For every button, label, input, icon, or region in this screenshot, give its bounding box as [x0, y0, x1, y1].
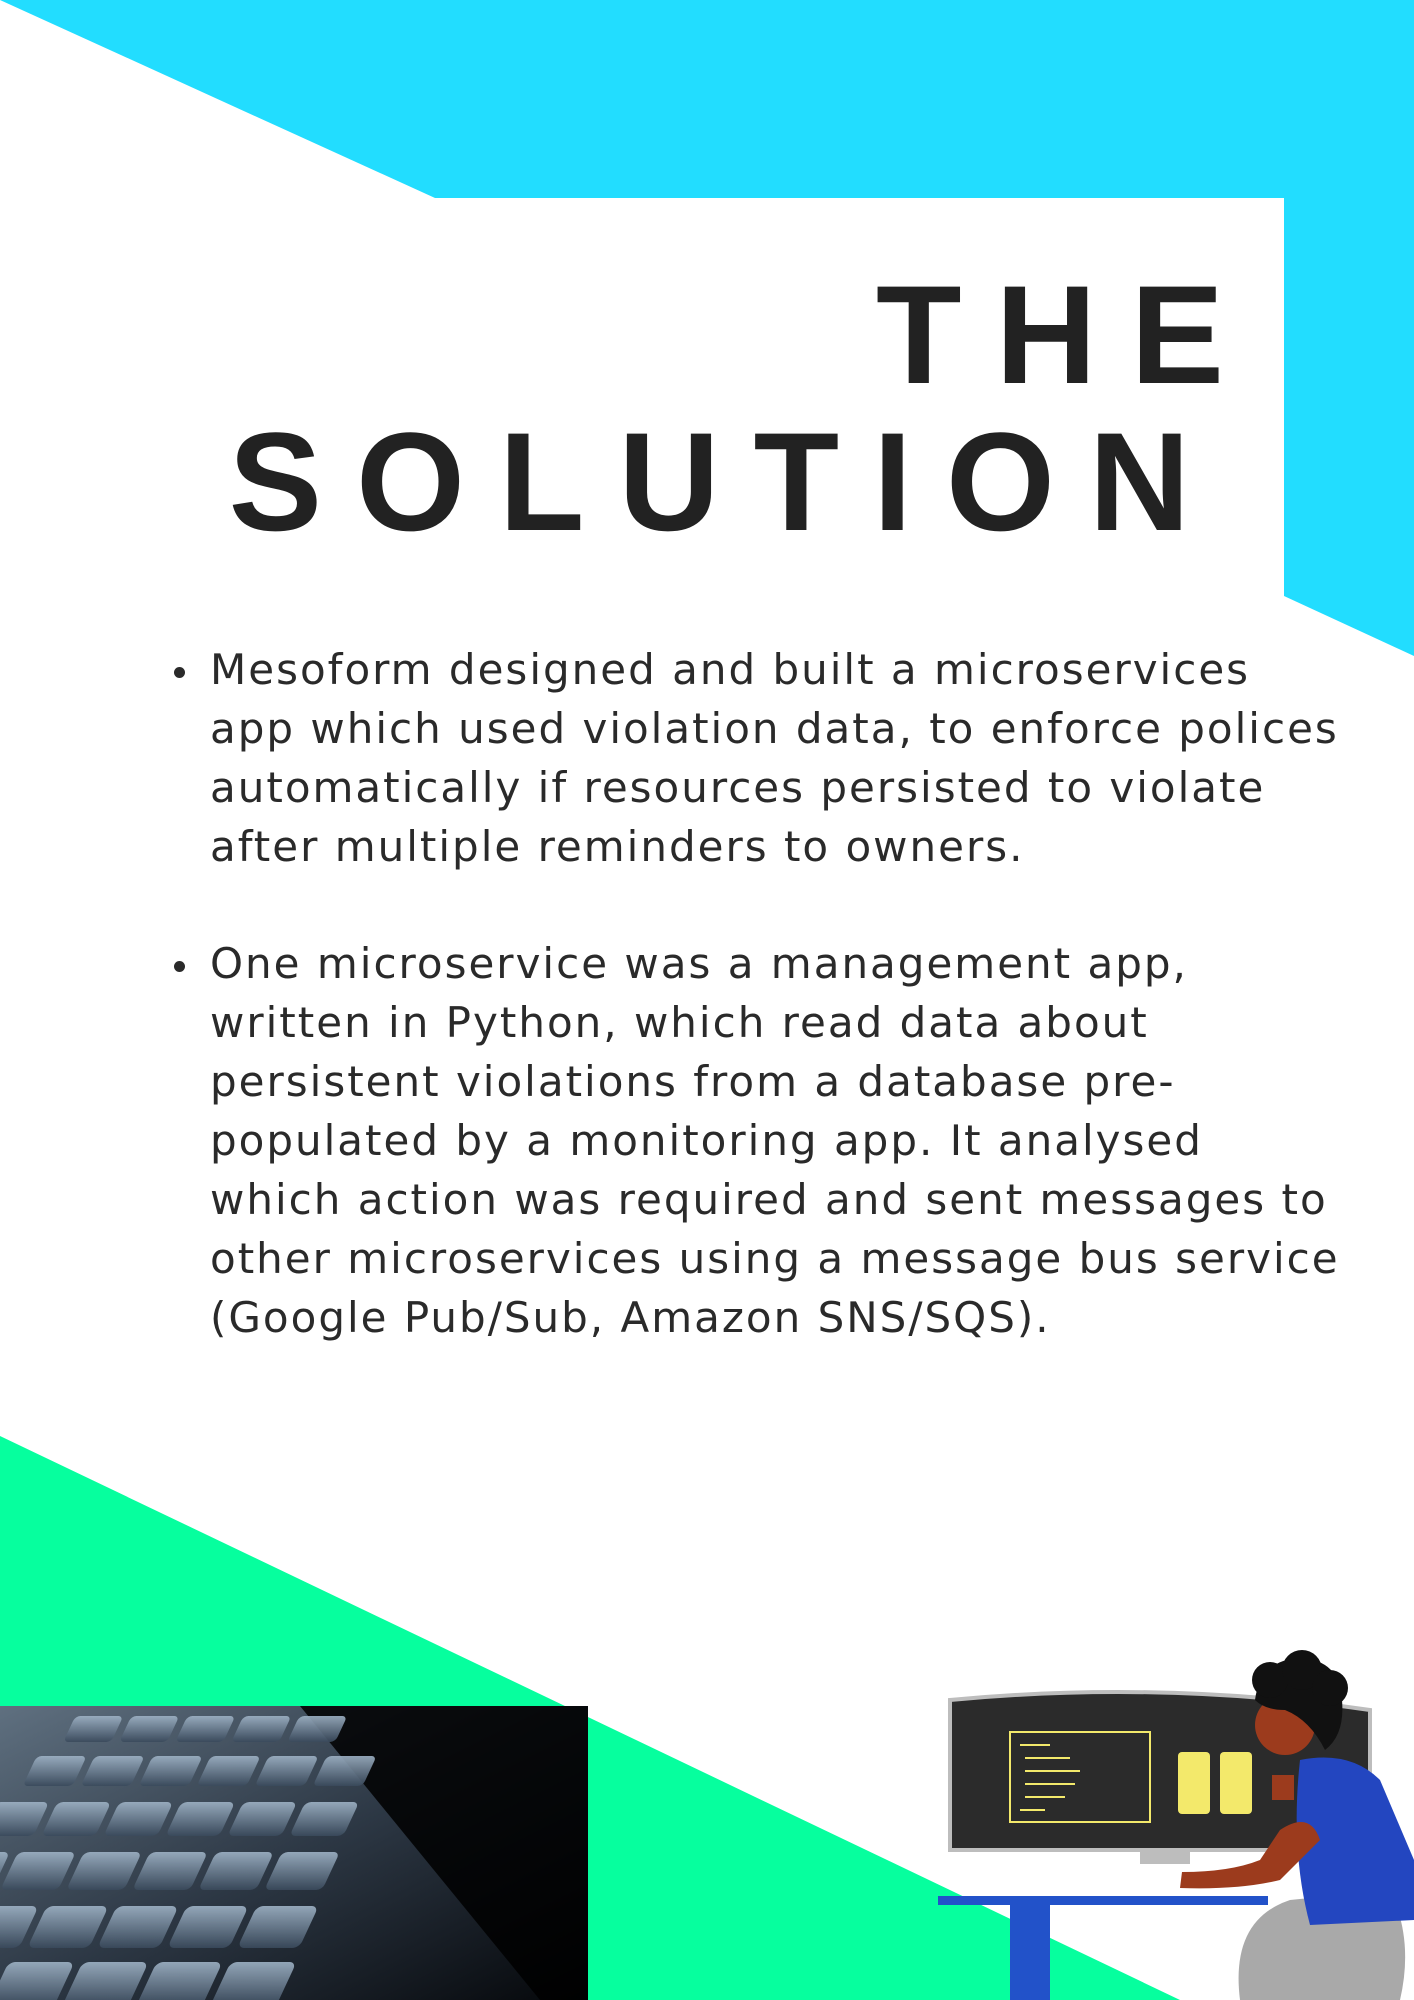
right-cyan-band	[1284, 150, 1414, 656]
person-at-computer-illustration	[930, 1640, 1414, 2000]
page-title-line1: THE	[876, 256, 1258, 413]
keyboard-photo	[0, 1706, 588, 2000]
page-title-line2: SOLUTION	[228, 403, 1224, 560]
bullet-list	[160, 640, 1350, 1405]
bullet-item: Mesoform designed and built a microservices app which used violation data, to enforce polices automatically if resources persisted to violate after multiple reminders to owners.	[210, 640, 1350, 876]
top-cyan-band	[0, 0, 1414, 198]
bullet-item: One microservice was a management app, written in Python, which read data about persistent violations from a database pre-populated by a monitoring app. It analysed which action was required and sent messages to other microservices using a message bus service (Google Pub/Sub, Amazon SNS/SQS).	[210, 934, 1350, 1347]
